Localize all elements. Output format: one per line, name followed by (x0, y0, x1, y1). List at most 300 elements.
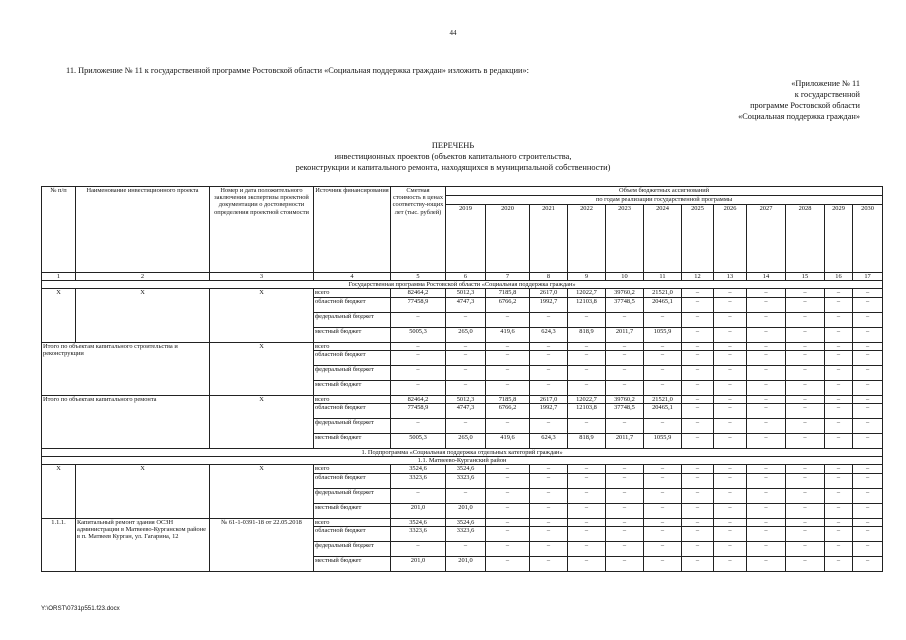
header-by-years: по годам реализации государственной программы (446, 196, 883, 205)
funding-source: местный бюджет (314, 503, 391, 518)
page-number: 44 (449, 29, 457, 37)
value-cell: 21521,0 (644, 289, 682, 297)
value-cell: – (682, 434, 714, 449)
value-cell: – (786, 541, 825, 556)
value-cell: – (568, 488, 606, 503)
value-cell: – (714, 327, 747, 342)
value-cell: 12022,7 (568, 289, 606, 297)
value-cell: – (714, 488, 747, 503)
value-cell: – (486, 488, 530, 503)
value-cell: – (486, 465, 530, 473)
appendix-line: «Приложение № 11 (791, 79, 860, 88)
value-cell: – (644, 541, 682, 556)
value-cell: – (486, 526, 530, 541)
value-cell: – (786, 419, 825, 434)
value-cell: 419,6 (486, 434, 530, 449)
row-expertise: X (210, 342, 314, 395)
value-cell: – (714, 380, 747, 395)
value-cell: – (786, 289, 825, 297)
value-cell: 2011,7 (606, 434, 644, 449)
value-cell: – (682, 350, 714, 365)
value-cell: – (644, 518, 682, 526)
value-cell: – (606, 488, 644, 503)
value-cell: – (446, 541, 486, 556)
value-cell: – (682, 465, 714, 473)
value-cell: – (714, 473, 747, 488)
value-cell: 12103,8 (568, 297, 606, 312)
value-cell: – (786, 473, 825, 488)
value-cell: – (530, 541, 568, 556)
value-cell: – (682, 365, 714, 380)
value-cell: 818,9 (568, 327, 606, 342)
value-cell: – (853, 556, 883, 571)
column-number: 4 (314, 273, 391, 281)
row-name: X (76, 465, 210, 518)
value-cell: – (682, 342, 714, 350)
value-cell: – (682, 473, 714, 488)
value-cell: – (568, 526, 606, 541)
column-number: 13 (714, 273, 747, 281)
value-cell: – (446, 312, 486, 327)
value-cell: 2011,7 (606, 327, 644, 342)
funding-source: областной бюджет (314, 473, 391, 488)
value-cell: 6766,2 (486, 404, 530, 419)
funding-source: всего (314, 395, 391, 403)
value-cell: – (825, 312, 853, 327)
value-cell: – (568, 380, 606, 395)
value-cell: 3323,6 (446, 526, 486, 541)
heading-line: реконструкции и капитального ремонта, находящихся в муниципальной собственности) (295, 163, 611, 172)
value-cell: – (682, 395, 714, 403)
value-cell: – (644, 419, 682, 434)
value-cell: – (825, 556, 853, 571)
investment-projects-table (41, 186, 883, 572)
value-cell: 3323,6 (391, 526, 446, 541)
value-cell: 4747,3 (446, 404, 486, 419)
value-cell: – (825, 395, 853, 403)
value-cell: – (446, 488, 486, 503)
value-cell: 624,3 (530, 327, 568, 342)
value-cell: 1055,9 (644, 327, 682, 342)
value-cell: – (786, 297, 825, 312)
value-cell: – (391, 380, 446, 395)
file-path-footer: Y:\ORST\0731p551.f23.docx (41, 605, 120, 612)
column-number: 10 (606, 273, 644, 281)
value-cell: – (446, 365, 486, 380)
funding-source: всего (314, 289, 391, 297)
value-cell: 265,0 (446, 434, 486, 449)
value-cell: – (606, 312, 644, 327)
funding-source: федеральный бюджет (314, 365, 391, 380)
header-year: 2025 (682, 205, 714, 273)
value-cell: 21521,0 (644, 395, 682, 403)
value-cell: – (486, 556, 530, 571)
value-cell: – (714, 395, 747, 403)
value-cell: – (682, 488, 714, 503)
value-cell: – (786, 342, 825, 350)
row-number: X (42, 465, 76, 518)
value-cell: – (825, 289, 853, 297)
value-cell: 12103,8 (568, 404, 606, 419)
value-cell: – (747, 518, 786, 526)
value-cell: – (786, 365, 825, 380)
value-cell: – (747, 503, 786, 518)
value-cell: – (747, 289, 786, 297)
value-cell: – (530, 342, 568, 350)
value-cell: – (825, 465, 853, 473)
funding-source: всего (314, 342, 391, 350)
value-cell: – (825, 541, 853, 556)
header-expertise: Номер и дата положительного заключения экспертизы проектной документации о достоверности определения проектной стоимости (210, 187, 314, 273)
value-cell: 2617,0 (530, 395, 568, 403)
table-row (42, 395, 883, 403)
value-cell: – (530, 473, 568, 488)
value-cell: – (530, 312, 568, 327)
value-cell: – (714, 518, 747, 526)
value-cell: – (786, 503, 825, 518)
value-cell: – (568, 518, 606, 526)
value-cell: 3323,6 (391, 473, 446, 488)
value-cell: – (853, 289, 883, 297)
header-year: 2028 (786, 205, 825, 273)
value-cell: – (644, 556, 682, 571)
value-cell: – (825, 350, 853, 365)
value-cell: – (825, 488, 853, 503)
value-cell: – (391, 488, 446, 503)
value-cell: – (747, 350, 786, 365)
column-number: 6 (446, 273, 486, 281)
intro-text: 11. Приложение № 11 к государственной программе Ростовской области «Социальная поддержка граждан» изложить в редакции»: (66, 66, 529, 75)
value-cell: – (747, 419, 786, 434)
row-name: Итого по объектам капитального строительства и реконструкции (42, 342, 210, 395)
funding-source: федеральный бюджет (314, 488, 391, 503)
value-cell: – (486, 503, 530, 518)
value-cell: – (644, 488, 682, 503)
value-cell: – (682, 419, 714, 434)
row-expertise: X (210, 395, 314, 448)
value-cell: – (786, 380, 825, 395)
column-numbers-row (42, 273, 883, 281)
value-cell: – (825, 526, 853, 541)
value-cell: 5005,3 (391, 434, 446, 449)
value-cell: – (644, 465, 682, 473)
value-cell: – (747, 473, 786, 488)
table-row (42, 465, 883, 473)
value-cell: – (486, 365, 530, 380)
value-cell: – (853, 365, 883, 380)
value-cell: – (530, 488, 568, 503)
value-cell: – (568, 465, 606, 473)
column-number: 8 (530, 273, 568, 281)
header-source: Источник финансирования (314, 187, 391, 273)
value-cell: – (714, 434, 747, 449)
value-cell: 20465,1 (644, 404, 682, 419)
value-cell: 39760,2 (606, 289, 644, 297)
value-cell: – (568, 541, 606, 556)
value-cell: – (606, 541, 644, 556)
header-year: 2022 (568, 205, 606, 273)
value-cell: – (530, 526, 568, 541)
header-year: 2020 (486, 205, 530, 273)
value-cell: – (747, 526, 786, 541)
value-cell: – (853, 419, 883, 434)
value-cell: – (486, 380, 530, 395)
value-cell: 5012,3 (446, 395, 486, 403)
value-cell: – (853, 380, 883, 395)
value-cell: – (486, 312, 530, 327)
header-row (42, 187, 883, 196)
row-expertise: X (210, 465, 314, 518)
column-number: 15 (786, 273, 825, 281)
value-cell: – (853, 395, 883, 403)
value-cell: 7185,8 (486, 289, 530, 297)
row-expertise: № 61-1-0391-18 от 22.05.2018 (210, 518, 314, 571)
header-name: Наименование инвестиционного проекта (76, 187, 210, 273)
value-cell: – (747, 297, 786, 312)
value-cell: 3524,6 (391, 465, 446, 473)
funding-source: федеральный бюджет (314, 419, 391, 434)
value-cell: – (486, 541, 530, 556)
value-cell: – (644, 380, 682, 395)
value-cell: – (853, 526, 883, 541)
value-cell: – (786, 404, 825, 419)
value-cell: – (786, 488, 825, 503)
value-cell: – (644, 350, 682, 365)
value-cell: – (853, 488, 883, 503)
funding-source: областной бюджет (314, 404, 391, 419)
value-cell: – (682, 556, 714, 571)
value-cell: – (530, 556, 568, 571)
funding-source: местный бюджет (314, 380, 391, 395)
table-row (42, 289, 883, 297)
value-cell: 77458,9 (391, 404, 446, 419)
value-cell: – (568, 503, 606, 518)
value-cell: – (391, 350, 446, 365)
value-cell: – (853, 465, 883, 473)
value-cell: 201,0 (391, 556, 446, 571)
value-cell: – (786, 526, 825, 541)
value-cell: – (568, 342, 606, 350)
value-cell: 12022,7 (568, 395, 606, 403)
value-cell: – (714, 297, 747, 312)
value-cell: – (747, 365, 786, 380)
value-cell: – (714, 365, 747, 380)
value-cell: – (825, 419, 853, 434)
section-title: 1. Подпрограмма «Социальная поддержка отдельных категорий граждан» (42, 449, 883, 457)
value-cell: – (530, 380, 568, 395)
value-cell: – (530, 419, 568, 434)
value-cell: – (714, 503, 747, 518)
funding-source: всего (314, 518, 391, 526)
section-title: 1.1. Матвеево-Курганский район (42, 457, 883, 465)
value-cell: – (786, 350, 825, 365)
value-cell: – (853, 327, 883, 342)
value-cell: 3524,6 (446, 518, 486, 526)
value-cell: – (714, 465, 747, 473)
value-cell: – (786, 518, 825, 526)
header-year: 2027 (747, 205, 786, 273)
value-cell: – (747, 395, 786, 403)
value-cell: – (682, 297, 714, 312)
value-cell: 201,0 (446, 556, 486, 571)
value-cell: – (682, 312, 714, 327)
value-cell: 5012,3 (446, 289, 486, 297)
heading-title: ПЕРЕЧЕНЬ (431, 141, 475, 150)
column-number: 12 (682, 273, 714, 281)
value-cell: – (714, 556, 747, 571)
value-cell: – (825, 434, 853, 449)
funding-source: федеральный бюджет (314, 541, 391, 556)
value-cell: – (747, 312, 786, 327)
value-cell: – (446, 380, 486, 395)
header-year: 2023 (606, 205, 644, 273)
value-cell: – (644, 503, 682, 518)
value-cell: – (606, 556, 644, 571)
value-cell: – (606, 365, 644, 380)
value-cell: – (853, 518, 883, 526)
row-number: X (42, 289, 76, 342)
value-cell: – (786, 327, 825, 342)
value-cell: – (644, 342, 682, 350)
value-cell: – (825, 404, 853, 419)
column-number: 16 (825, 273, 853, 281)
value-cell: – (446, 342, 486, 350)
value-cell: – (682, 518, 714, 526)
value-cell: – (853, 434, 883, 449)
header-year: 2024 (644, 205, 682, 273)
value-cell: – (486, 350, 530, 365)
header-num: № п/п (42, 187, 76, 273)
value-cell: – (714, 289, 747, 297)
value-cell: – (714, 342, 747, 350)
value-cell: – (606, 342, 644, 350)
value-cell: – (606, 473, 644, 488)
value-cell: 624,3 (530, 434, 568, 449)
appendix-line: к государственной (794, 90, 860, 99)
value-cell: – (747, 380, 786, 395)
header-cost: Сметная стоимость в ценах соответству-ющих лет (тыс. рублей) (391, 187, 446, 273)
value-cell: 201,0 (391, 503, 446, 518)
value-cell: – (747, 541, 786, 556)
value-cell: – (644, 473, 682, 488)
value-cell: – (747, 327, 786, 342)
value-cell: – (714, 312, 747, 327)
value-cell: – (606, 503, 644, 518)
value-cell: – (682, 541, 714, 556)
value-cell: – (786, 312, 825, 327)
value-cell: – (391, 419, 446, 434)
value-cell: – (682, 526, 714, 541)
value-cell: 39760,2 (606, 395, 644, 403)
value-cell: – (682, 404, 714, 419)
value-cell: – (786, 395, 825, 403)
funding-source: всего (314, 465, 391, 473)
value-cell: – (486, 518, 530, 526)
value-cell: – (391, 312, 446, 327)
value-cell: – (825, 503, 853, 518)
value-cell: – (606, 380, 644, 395)
value-cell: – (530, 518, 568, 526)
value-cell: – (391, 541, 446, 556)
header-volume: Объем бюджетных ассигнований (446, 187, 883, 196)
value-cell: 3524,6 (391, 518, 446, 526)
value-cell: – (530, 365, 568, 380)
section-title: Государственная программа Ростовской области «Социальная поддержка граждан» (42, 281, 883, 289)
value-cell: – (682, 289, 714, 297)
funding-source: федеральный бюджет (314, 312, 391, 327)
value-cell: – (486, 473, 530, 488)
value-cell: – (714, 526, 747, 541)
header-year: 2030 (853, 205, 883, 273)
column-number: 7 (486, 273, 530, 281)
row-number: 1.1.1. (42, 518, 76, 571)
column-number: 11 (644, 273, 682, 281)
value-cell: 419,6 (486, 327, 530, 342)
row-expertise: X (210, 289, 314, 342)
value-cell: – (786, 556, 825, 571)
value-cell: – (853, 297, 883, 312)
value-cell: – (682, 380, 714, 395)
section-row (42, 281, 883, 289)
funding-source: местный бюджет (314, 327, 391, 342)
value-cell: 818,9 (568, 434, 606, 449)
value-cell: – (530, 350, 568, 365)
value-cell: – (747, 465, 786, 473)
value-cell: 201,0 (446, 503, 486, 518)
value-cell: – (825, 473, 853, 488)
value-cell: – (747, 488, 786, 503)
value-cell: – (786, 434, 825, 449)
column-number: 14 (747, 273, 786, 281)
value-cell: – (714, 541, 747, 556)
section-row (42, 449, 883, 457)
value-cell: – (486, 342, 530, 350)
funding-source: областной бюджет (314, 526, 391, 541)
value-cell: – (853, 503, 883, 518)
value-cell: 3524,6 (446, 465, 486, 473)
value-cell: – (853, 342, 883, 350)
funding-source: местный бюджет (314, 556, 391, 571)
value-cell: – (682, 327, 714, 342)
value-cell: – (446, 350, 486, 365)
header-year: 2019 (446, 205, 486, 273)
header-year: 2029 (825, 205, 853, 273)
value-cell: – (391, 342, 446, 350)
appendix-line: «Социальная поддержка граждан» (738, 112, 860, 121)
value-cell: 20465,1 (644, 297, 682, 312)
column-number: 1 (42, 273, 76, 281)
value-cell: – (714, 419, 747, 434)
funding-source: областной бюджет (314, 350, 391, 365)
value-cell: – (825, 518, 853, 526)
value-cell: 4747,3 (446, 297, 486, 312)
appendix-line: программе Ростовской области (750, 101, 860, 110)
value-cell: – (853, 312, 883, 327)
value-cell: – (568, 365, 606, 380)
value-cell: – (606, 419, 644, 434)
value-cell: – (853, 350, 883, 365)
value-cell: – (825, 365, 853, 380)
column-number: 5 (391, 273, 446, 281)
value-cell: – (825, 297, 853, 312)
appendix-note (738, 78, 860, 122)
funding-source: местный бюджет (314, 434, 391, 449)
value-cell: – (606, 526, 644, 541)
value-cell: – (825, 380, 853, 395)
header-year: 2026 (714, 205, 747, 273)
heading-line: инвестиционных проектов (объектов капитального строительства, (334, 152, 572, 161)
value-cell: 1055,9 (644, 434, 682, 449)
